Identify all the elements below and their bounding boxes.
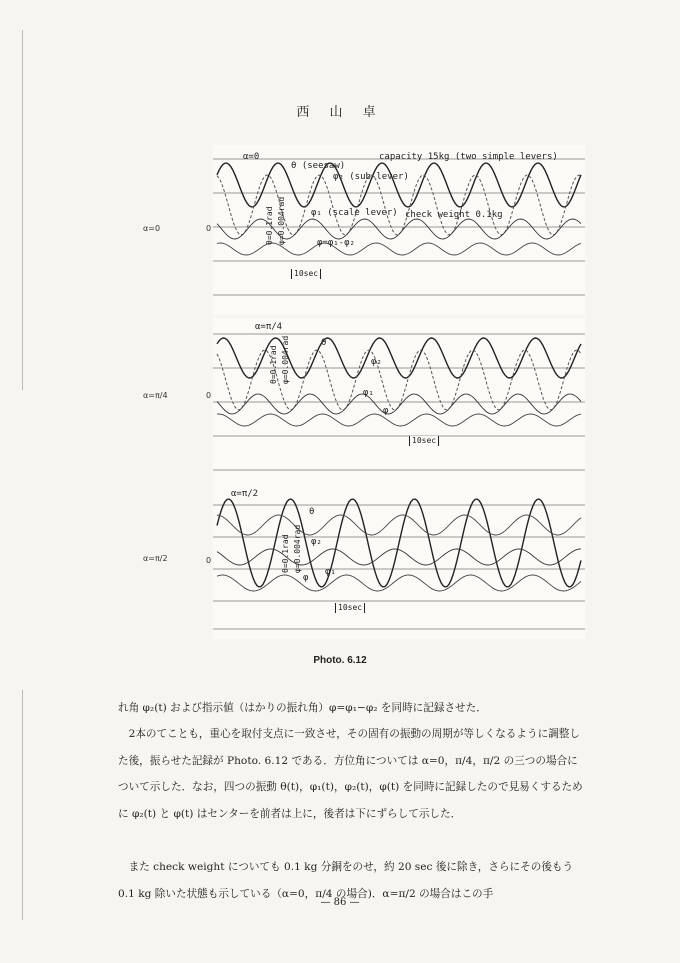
panel-3-phi1-label: φ₁ xyxy=(325,567,336,577)
panel-1-phi-label: φ=φ₁-φ₂ xyxy=(317,238,355,248)
panel-1-theta-label: θ (seesaw) xyxy=(291,161,346,171)
body-paragraph-1: れ角 φ₂(t) および指示値（はかりの振れ角）φ=φ₁−φ₂ を同時に記録させた． xyxy=(118,702,487,714)
panel-1-check-weight-label: check weight 0.1kg xyxy=(405,210,503,220)
body-paragraph-2: 2本のてことも，重心を取付支点に一致させ，その固有の振動の周期が等しくなるように調整した後，振らせた記録が Photo. 6.12 である．方位角については α=0，π/4，π/2 の三つの場合について示した．なお，四つの振動 θ(t)，φ₁(t)，φ₂(t)，φ(t) を同時に記録したので見易くするために φ₂(t) と φ(t) はセンターを前者は上に，後者は下にずらして示した． xyxy=(118,728,583,820)
panel-2-time-scale: 10sec xyxy=(409,436,439,446)
left-margin-rule xyxy=(22,30,23,390)
panel-3-side-label: α=π/2 xyxy=(143,554,168,563)
panel-1-time-scale: 10sec xyxy=(291,269,321,279)
panel-3-phi2-label: φ₂ xyxy=(311,537,322,547)
panel-3-phi-scale-label: φ=0.004rad xyxy=(293,524,302,573)
figure-caption: Photo. 6.12 xyxy=(313,655,367,666)
oscillogram-panel-alpha-0 xyxy=(213,145,585,315)
panel-3-traces xyxy=(213,487,585,639)
panel-1-capacity-label: capacity 15kg (two simple levers) xyxy=(379,152,558,162)
theta-trace xyxy=(217,499,581,587)
panel-3-theta-label: θ xyxy=(309,507,315,517)
page-number: — 86 — xyxy=(320,897,360,908)
body-paragraph-3: また check weight についても 0.1 kg 分銅をのせ，約 20 sec 後に除き，さらにその後もう 0.1 kg 除いた状態も示している（α=0，π/4 の場合)．α=π/2 の場合はこの手 xyxy=(118,861,574,900)
panel-2-theta-label: θ xyxy=(321,338,327,348)
panel-2-phi1-label: φ₁ xyxy=(363,388,374,398)
panel-2-theta-scale-label: θ=0.1rad xyxy=(269,345,278,384)
panel-1-phi2-label: φ₂ (sub-lever) xyxy=(333,172,409,182)
panel-2-phi2-label: φ₂ xyxy=(371,357,382,367)
panel-2-side-label: α=π/4 xyxy=(143,391,168,400)
panel-1-side-label: α=0 xyxy=(143,224,161,233)
panel-1-alpha-label: α=0 xyxy=(243,152,260,162)
phi2-trace xyxy=(217,515,581,535)
phi1-trace xyxy=(217,394,581,414)
panel-3-zero-label: 0 xyxy=(206,556,212,565)
panel-1-zero-label: 0 xyxy=(206,224,212,233)
running-header: 西 山 卓 xyxy=(296,105,384,120)
panel-2-alpha-label: α=π/4 xyxy=(255,322,283,332)
oscillogram-panel-alpha-pi-4 xyxy=(213,318,585,488)
oscillogram-panel-alpha-pi-2 xyxy=(213,487,585,639)
phi-trace xyxy=(217,575,581,591)
panel-3-phi-label: φ xyxy=(303,573,309,583)
panel-1-phi-scale-label: φ=0.004rad xyxy=(277,196,286,245)
panel-2-phi-scale-label: φ=0.004rad xyxy=(281,335,290,384)
panel-2-phi-label: φ xyxy=(383,406,389,416)
panel-2-traces xyxy=(213,318,585,488)
panel-3-alpha-label: α=π/2 xyxy=(231,489,259,499)
theta-trace xyxy=(217,163,581,207)
phi-trace xyxy=(217,414,581,426)
left-margin-rule-lower xyxy=(22,690,23,920)
panel-2-zero-label: 0 xyxy=(206,391,212,400)
panel-1-phi1-label: φ₁ (scale lever) xyxy=(311,208,398,218)
panel-3-time-scale: 10sec xyxy=(335,603,365,613)
panel-1-theta-scale-label: θ=0.1rad xyxy=(265,206,274,245)
panel-3-theta-scale-label: θ=0.1rad xyxy=(281,534,290,573)
